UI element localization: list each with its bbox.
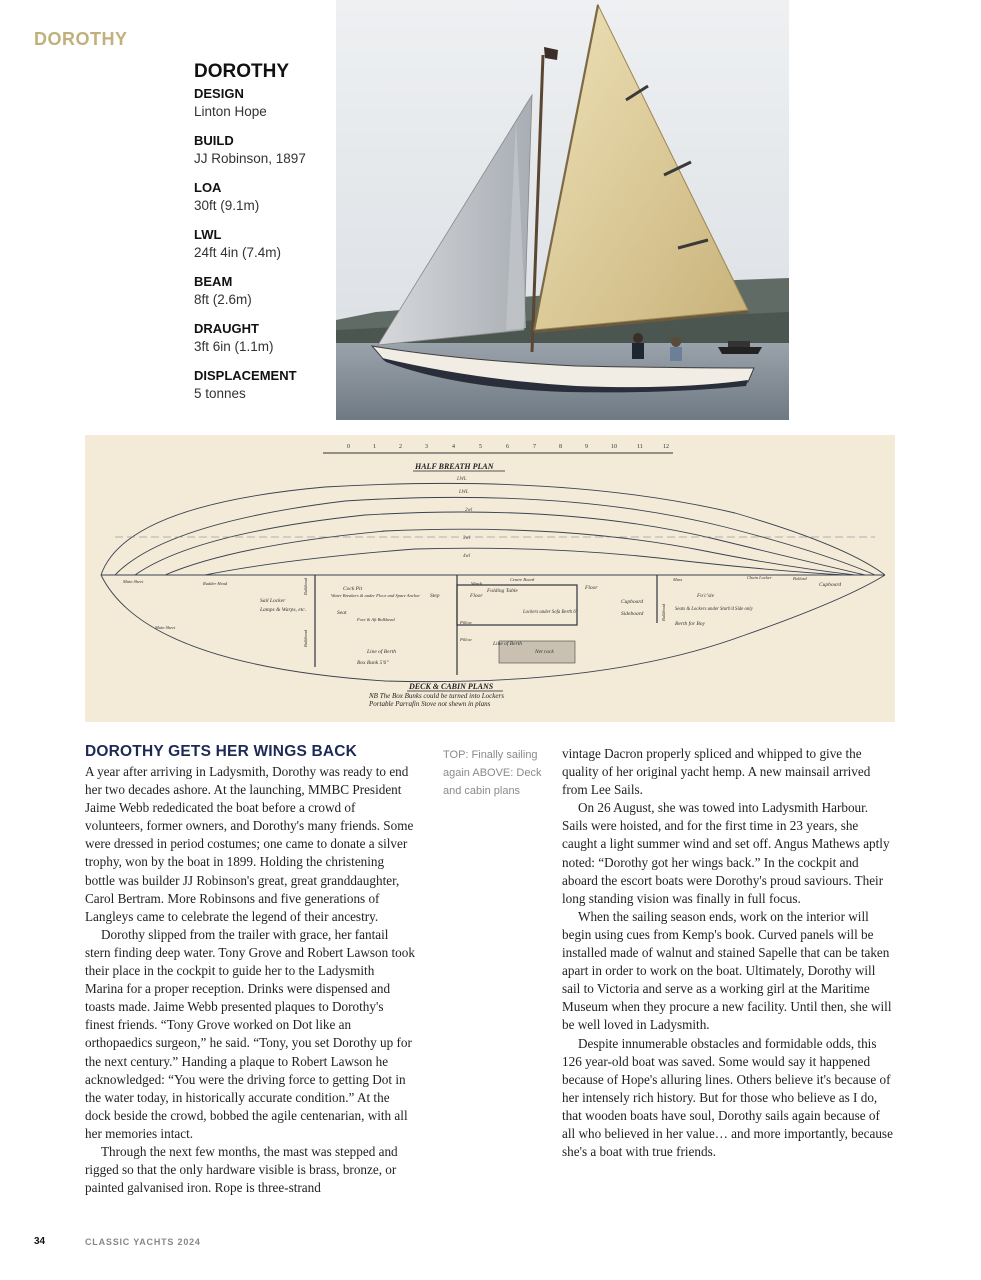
plan-label: Lamps & Warps, etc. bbox=[260, 607, 307, 613]
scale-tick: 2 bbox=[399, 444, 402, 450]
spec-label: BUILD bbox=[194, 133, 234, 148]
plan-label: Box Bunk 5'6" bbox=[357, 660, 389, 666]
plan-label: Rudder Head bbox=[203, 581, 228, 586]
scale-tick: 7 bbox=[533, 444, 536, 450]
magazine-title: CLASSIC YACHTS 2024 bbox=[85, 1237, 201, 1247]
waterline-label: LWL bbox=[459, 490, 469, 495]
article-paragraph: vintage Dacron properly spliced and whipped to give the quality of her original yacht hemp. A new mainsail arrived from Lee Sails. bbox=[562, 746, 871, 798]
article-paragraph: Dorothy slipped from the trailer with grace, her fantail stern finding deep water. Tony Grove and Robert Lawson took their place in the cockpit to guide her to the Ladysmith Marina for a proper reception. Drinks were dispensed and toasts made. Jaime Webb presented plaques to Dorothy's finest friends. “Tony Grove worked on Dot like an orthopaedics surgeon,” he said. “Tony, you set Dorothy up for the next century.” Handing a plaque to Robert Lawson he acknowledged: “You were the driving force to getting Dot in the water today, in historically accurate condition.” At the dock beside the crowd, bobbed the agile centenarian, with all her memories intact. bbox=[85, 926, 415, 1141]
article-column-1 bbox=[85, 763, 415, 1197]
article-paragraph: Despite innumerable obstacles and formidable odds, this 126 year-old boat was saved. Some would say it happened because of Hope's alluring lines. Others believe it's because of her intensely rich history. But for those who believe as I do, that wooden boats have soul, Dorothy sails again because of all who believed in her value… and more importantly, because she's a boat with true friends. bbox=[562, 1035, 893, 1160]
scale-tick: 5 bbox=[479, 444, 482, 450]
plan-label: Bulkhead bbox=[303, 630, 308, 647]
spec-label: LWL bbox=[194, 227, 222, 242]
spec-label: BEAM bbox=[194, 274, 233, 289]
spec-beam bbox=[194, 273, 334, 309]
plan-label: Line of Berth bbox=[367, 649, 397, 655]
scale-tick: 0 bbox=[347, 444, 350, 450]
scale-tick: 12 bbox=[663, 444, 669, 450]
sailor-body bbox=[632, 343, 644, 359]
plan-label: Fo'c'sle bbox=[697, 593, 715, 599]
sailor bbox=[633, 333, 643, 343]
waterline-label: LWL bbox=[457, 477, 467, 482]
plan-label: Main Sheet bbox=[123, 579, 144, 584]
spec-lwl bbox=[194, 226, 334, 262]
plan-note: NB The Box Bunks could be turned into Lockers bbox=[369, 692, 504, 700]
spec-displacement bbox=[194, 367, 334, 403]
spec-design bbox=[194, 85, 334, 121]
spec-value: JJ Robinson, 1897 bbox=[194, 151, 306, 166]
spec-build bbox=[194, 132, 334, 168]
plan-label: Floor bbox=[585, 585, 598, 591]
spec-loa bbox=[194, 179, 334, 215]
plan-label: Water Breakers & under Floor and Spare Anchor bbox=[331, 593, 421, 598]
plan-label: Lockers under Sofa Berth 6' bbox=[523, 610, 577, 615]
spec-value: 30ft (9.1m) bbox=[194, 198, 260, 213]
article-paragraph: When the sailing season ends, work on the interior will begin using cues from Kemp's book. Curved panels will be installed made of walnut and stained Sapelle that can be taken apart in order to work on the boat. Ultimately, Dorothy will sail to Victoria and serve as a working girl at the Maritime Museum when they procure a new facility. Until then, she will be well loved in Ladysmith. bbox=[562, 908, 892, 1033]
plan-label: Floor bbox=[470, 593, 483, 599]
spec-boat-name: DOROTHY bbox=[194, 61, 289, 82]
plan-label: Bulkhead bbox=[661, 604, 666, 621]
scale-tick: 9 bbox=[585, 444, 588, 450]
plan-label: Line of Berth bbox=[493, 641, 523, 647]
deck-cabin-plans bbox=[85, 435, 895, 722]
page-number: 34 bbox=[34, 1236, 46, 1247]
article-column-2 bbox=[562, 745, 896, 1161]
spec-value: 5 tonnes bbox=[194, 386, 246, 401]
spec-label: DESIGN bbox=[194, 86, 244, 101]
deck-plan-title: DECK & CABIN PLANS bbox=[409, 682, 494, 691]
plan-label: Main Sheet bbox=[155, 625, 176, 630]
spec-value: 8ft (2.6m) bbox=[194, 292, 252, 307]
scale-tick: 6 bbox=[506, 444, 509, 450]
plan-label: Cock Pit bbox=[343, 586, 363, 592]
plan-label: Pillow bbox=[460, 637, 472, 642]
plan-label: Sideboard bbox=[621, 611, 644, 617]
spec-label: DRAUGHT bbox=[194, 321, 259, 336]
scale-tick: 11 bbox=[637, 444, 643, 450]
plan-label: Folding Table bbox=[487, 588, 518, 594]
scale-tick: 10 bbox=[611, 444, 617, 450]
plan-label: Berth for Boy bbox=[675, 621, 705, 627]
spec-value: Linton Hope bbox=[194, 104, 267, 119]
scale-tick: 3 bbox=[425, 444, 428, 450]
plan-label: Net rack bbox=[535, 649, 554, 655]
article-paragraph: Through the next few months, the mast was stepped and rigged so that the only hardware visible is brass, bronze, or painted galvanised iron. Rope is three-strand bbox=[85, 1143, 398, 1196]
photo-caption: TOP: Finally sailing again ABOVE: Deck and cabin plans bbox=[443, 749, 542, 797]
plan-label: Winch bbox=[471, 581, 483, 586]
article-paragraph: On 26 August, she was towed into Ladysmith Harbour. Sails were hoisted, and for the first time in 23 years, she caught a light summer wind and set off. Angus Mathews aptly noted: “Dorothy got her wings back.” In the cockpit and aboard the escort boats were Dorothy's proud saviours. Their long standing vision was finally in full focus. bbox=[562, 800, 890, 906]
scale-tick: 1 bbox=[373, 444, 376, 450]
plan-label: Fore & Aft Bulkhead bbox=[357, 617, 395, 622]
plan-label: Seat bbox=[337, 610, 347, 616]
waterline-label: 3wl bbox=[463, 536, 471, 541]
plan-label: Cupboard bbox=[819, 582, 842, 588]
scale-tick: 4 bbox=[452, 444, 455, 450]
sailor bbox=[671, 337, 681, 347]
half-breadth-title: HALF BREATH PLAN bbox=[415, 462, 494, 471]
waterline-label: 2wl bbox=[465, 508, 473, 513]
scale-tick: 8 bbox=[559, 444, 562, 450]
article-headline: DOROTHY GETS HER WINGS BACK bbox=[85, 743, 358, 760]
plans-paper bbox=[85, 435, 895, 722]
spec-label: DISPLACEMENT bbox=[194, 368, 297, 383]
article-paragraph: A year after arriving in Ladysmith, Dorothy was ready to end her two decades ashore. At the launching, MMBC President Jaime Webb rededicated the boat before a crowd of volunteers, former owners, and Dorothy's many friends. Some were dressed in period costumes; one came to donate a silver trophy, won by the boat in 1899. Holding the christening bottle was builder JJ Robinson's great, great granddaughter, Carol Bertram. More Robinsons and five generations of Langleys came to celebrate the legend of their ancestry. bbox=[85, 764, 414, 924]
plan-label: Sail Locker bbox=[260, 598, 286, 604]
plan-label: Seats & Lockers under Starb'd Side only bbox=[675, 607, 753, 612]
spec-label: LOA bbox=[194, 180, 222, 195]
sailor-body bbox=[670, 347, 682, 361]
plan-label: Mast bbox=[673, 577, 682, 582]
plan-label: Step bbox=[430, 593, 440, 599]
spec-value: 3ft 6in (1.1m) bbox=[194, 339, 274, 354]
spec-box bbox=[194, 61, 334, 414]
escort-boat bbox=[718, 347, 762, 354]
plan-label: Pillow bbox=[460, 620, 472, 625]
waterline-label: 4wl bbox=[463, 554, 471, 559]
spec-value: 24ft 4in (7.4m) bbox=[194, 245, 282, 260]
plan-label: Bollard bbox=[793, 576, 807, 581]
section-label: DOROTHY bbox=[34, 29, 128, 49]
escort-boat-cabin bbox=[728, 341, 750, 347]
sailing-photo bbox=[336, 0, 789, 420]
plan-label: Centre Board bbox=[510, 577, 535, 582]
plan-label: Chain Locker bbox=[747, 575, 772, 580]
plan-label: Cupboard bbox=[621, 599, 644, 605]
plan-note: Portable Parrafin Stove not shewn in plans bbox=[369, 700, 491, 708]
spec-draught bbox=[194, 320, 334, 356]
plan-label: Bulkhead bbox=[303, 578, 308, 595]
